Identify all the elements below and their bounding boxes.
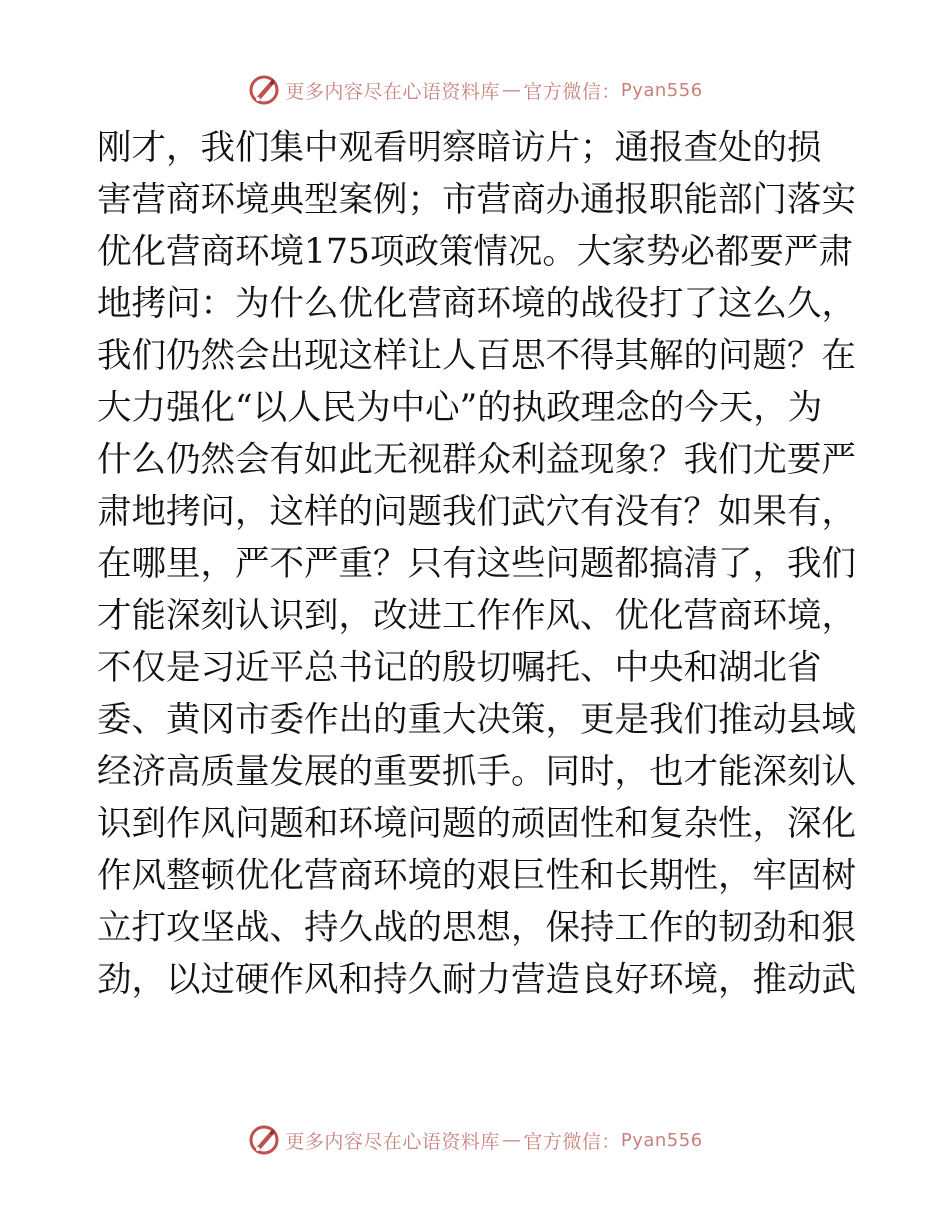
text-line-7: 什么仍然会有如此无视群众利益现象？我们尤要严 xyxy=(97,440,856,480)
watermark-separator: — xyxy=(501,79,522,101)
document-body xyxy=(97,122,857,1006)
text-line-13: 经济高质量发展的重要抓手。同时，也才能深刻认 xyxy=(97,752,856,792)
text-line-8: 肃地拷问，这样的问题我们武穴有没有？如果有， xyxy=(97,492,856,532)
watermark-wechat-label: 官方微信： xyxy=(523,1130,621,1153)
text-line-10: 才能深刻认识到，改进工作作风、优化营商环境， xyxy=(97,596,856,636)
watermark-text: 更多内容尽在心语资料库 xyxy=(285,1130,500,1153)
text-line-2: 害营商环境典型案例；市营商办通报职能部门落实 xyxy=(97,180,856,220)
text-line-6: 大力强化“以人民为中心”的执政理念的今天，为 xyxy=(97,388,823,428)
pen-logo-icon xyxy=(247,1123,281,1157)
text-line-14: 识到作风问题和环境问题的顽固性和复杂性，深化 xyxy=(97,804,856,844)
pen-logo-icon xyxy=(247,73,281,107)
text-line-12: 委、黄冈市委作出的重大决策，更是我们推动县域 xyxy=(97,700,856,740)
watermark-wechat-label: 官方微信： xyxy=(523,80,621,103)
text-line-9: 在哪里，严不严重？只有这些问题都搞清了，我们 xyxy=(97,544,856,584)
text-line-1: 刚才，我们集中观看明察暗访片；通报查处的损 xyxy=(97,128,822,168)
text-line-16: 立打攻坚战、持久战的思想，保持工作的韧劲和狠 xyxy=(97,908,856,948)
text-line-11: 不仅是习近平总书记的殷切嘱托、中央和湖北省 xyxy=(97,648,822,688)
watermark-text: 更多内容尽在心语资料库 xyxy=(285,80,500,103)
text-line-4: 地拷问：为什么优化营商环境的战役打了这么久， xyxy=(97,284,856,324)
watermark-wechat-id: Pyan556 xyxy=(620,79,703,101)
text-line-17: 劲，以过硬作风和持久耐力营造良好环境，推动武 xyxy=(97,960,856,1000)
text-line-5: 我们仍然会出现这样让人百思不得其解的问题？在 xyxy=(97,336,856,376)
watermark-separator: — xyxy=(501,1129,522,1151)
footer-watermark xyxy=(0,1118,950,1162)
header-watermark xyxy=(0,68,950,112)
watermark-wechat-id: Pyan556 xyxy=(620,1129,703,1151)
text-line-15: 作风整顿优化营商环境的艰巨性和长期性，牢固树 xyxy=(97,856,856,896)
text-line-3: 优化营商环境175项政策情况。大家势必都要严肃 xyxy=(97,232,853,272)
